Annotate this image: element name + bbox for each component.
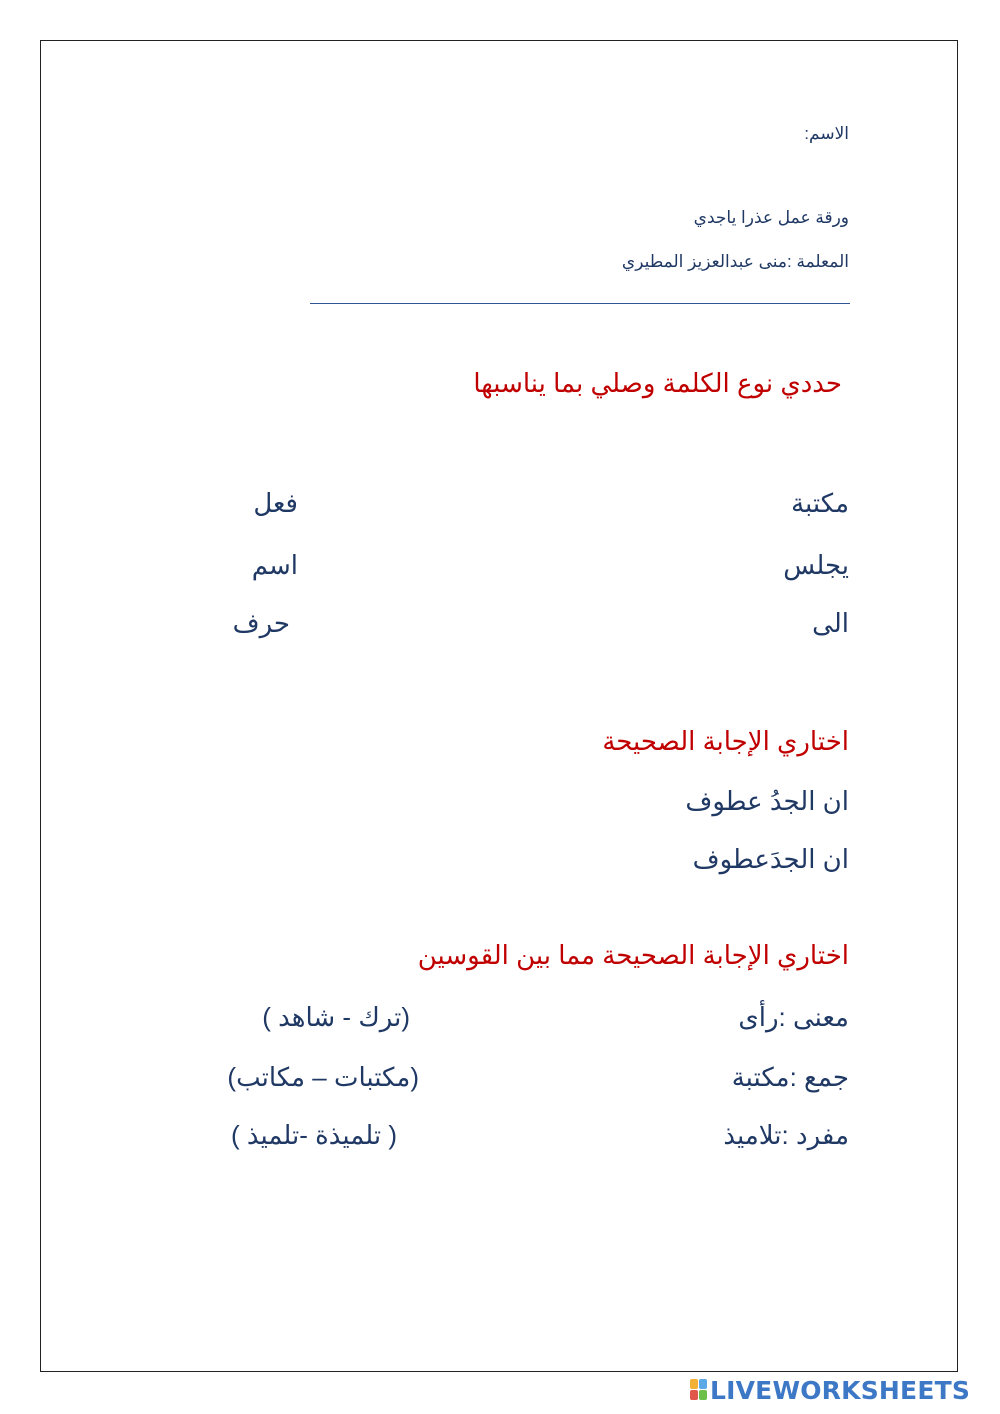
worksheet-title: ورقة عمل عذرا ياجدي xyxy=(693,208,849,227)
choices-item: (مكتبات – مكاتب) xyxy=(227,1062,419,1092)
name-label: الاسم: xyxy=(804,124,849,143)
section3-title: اختاري الإجابة الصحيحة مما بين القوسين xyxy=(417,940,849,970)
liveworksheets-logo xyxy=(690,1376,970,1404)
teacher-name: المعلمة :منى عبدالعزيز المطيري xyxy=(621,252,849,271)
section2-title: اختاري الإجابة الصحيحة xyxy=(602,726,849,756)
answer-option: ان الجدَعطوف xyxy=(692,844,849,874)
choices-item: (ترك - شاهد ) xyxy=(262,1002,410,1032)
question-item: معنى :رأى xyxy=(738,1002,849,1032)
word-item: الى xyxy=(812,608,849,638)
word-item: مكتبة xyxy=(791,488,849,518)
section1-title: حددي نوع الكلمة وصلي بما يناسبها xyxy=(473,368,842,398)
question-item: مفرد :تلاميذ xyxy=(723,1120,849,1150)
liveworksheets-logo-icon xyxy=(690,1379,708,1401)
type-item: اسم xyxy=(251,550,298,580)
worksheet-frame xyxy=(40,40,958,1372)
question-item: جمع :مكتبة xyxy=(731,1062,849,1092)
answer-option: ان الجدُ عطوف xyxy=(685,786,849,816)
choices-item: ( تلميذة -تلميذ ) xyxy=(230,1120,397,1150)
header-divider xyxy=(310,303,850,304)
type-item: فعل xyxy=(253,488,298,518)
type-item: حرف xyxy=(232,608,290,638)
logo-text: LIVEWORKSHEETS xyxy=(710,1375,971,1405)
word-item: يجلس xyxy=(783,550,849,580)
